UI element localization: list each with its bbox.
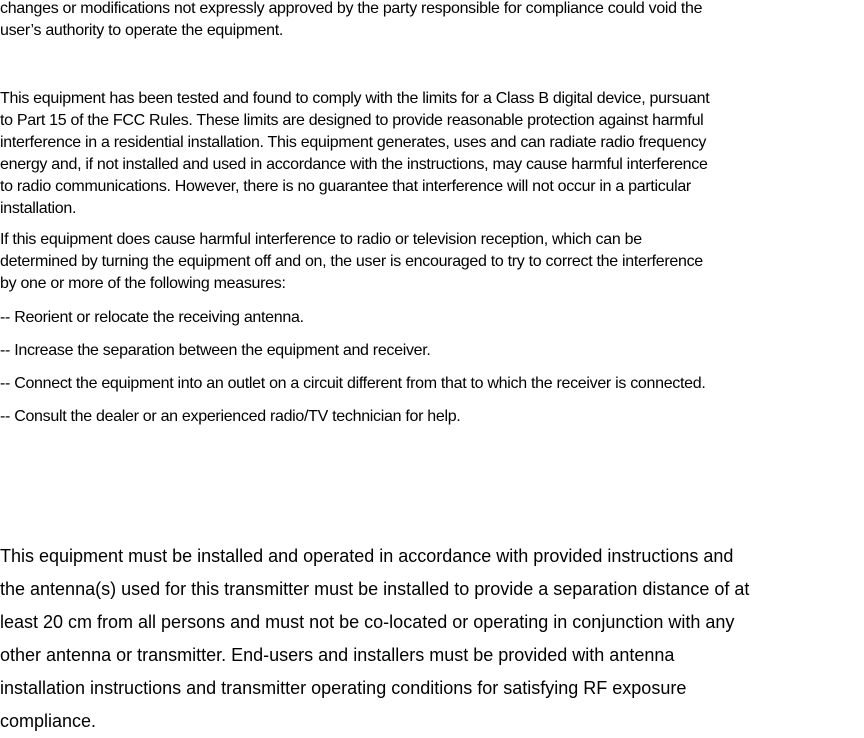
rf-exposure-paragraph bbox=[0, 540, 864, 738]
measure-item: -- Reorient or relocate the receiving antenna. bbox=[0, 309, 304, 326]
paragraph-line: determined by turning the equipment off and on, the user is encouraged to try to correct the interference bbox=[0, 253, 703, 270]
measure-item: -- Consult the dealer or an experienced radio/TV technician for help. bbox=[0, 408, 461, 425]
paragraph-line: to radio communications. However, there is no guarantee that interference will not occur in a particular bbox=[0, 178, 691, 195]
paragraph-line: user’s authority to operate the equipment. bbox=[0, 22, 283, 39]
measure-item: -- Connect the equipment into an outlet on a circuit different from that to which the receiver is connected. bbox=[0, 375, 706, 392]
paragraph-line: by one or more of the following measures: bbox=[0, 275, 286, 292]
paragraph-line: changes or modifications not expressly approved by the party responsible for compliance could void the bbox=[0, 0, 703, 17]
paragraph-line: compliance. bbox=[0, 711, 97, 731]
paragraph-line: other antenna or transmitter. End-users and installers must be provided with antenna bbox=[0, 645, 675, 665]
paragraph-line: to Part 15 of the FCC Rules. These limits are designed to provide reasonable protection against harmful bbox=[0, 112, 704, 129]
paragraph-line: This equipment must be installed and operated in accordance with provided instructions and bbox=[0, 546, 734, 566]
paragraph-line: installation. bbox=[0, 200, 77, 217]
paragraph-line: interference in a residential installation. This equipment generates, uses and can radiate radio frequency bbox=[0, 134, 707, 151]
paragraph-line: If this equipment does cause harmful interference to radio or television reception, which can be bbox=[0, 231, 642, 248]
paragraph-line: energy and, if not installed and used in accordance with the instructions, may cause harmful interference bbox=[0, 156, 708, 173]
paragraph-line: least 20 cm from all persons and must not be co-located or operating in conjunction with any bbox=[0, 612, 735, 632]
compliance-warning-paragraph bbox=[0, 0, 862, 42]
measure-item: -- Increase the separation between the equipment and receiver. bbox=[0, 342, 431, 359]
paragraph-line: This equipment has been tested and found to comply with the limits for a Class B digital device, pursuant bbox=[0, 90, 710, 107]
fcc-class-b-paragraph bbox=[0, 88, 864, 220]
interference-paragraph bbox=[0, 229, 864, 295]
paragraph-line: the antenna(s) used for this transmitter must be installed to provide a separation distance of at bbox=[0, 579, 750, 599]
paragraph-line: installation instructions and transmitter operating conditions for satisfying RF exposure bbox=[0, 678, 687, 698]
